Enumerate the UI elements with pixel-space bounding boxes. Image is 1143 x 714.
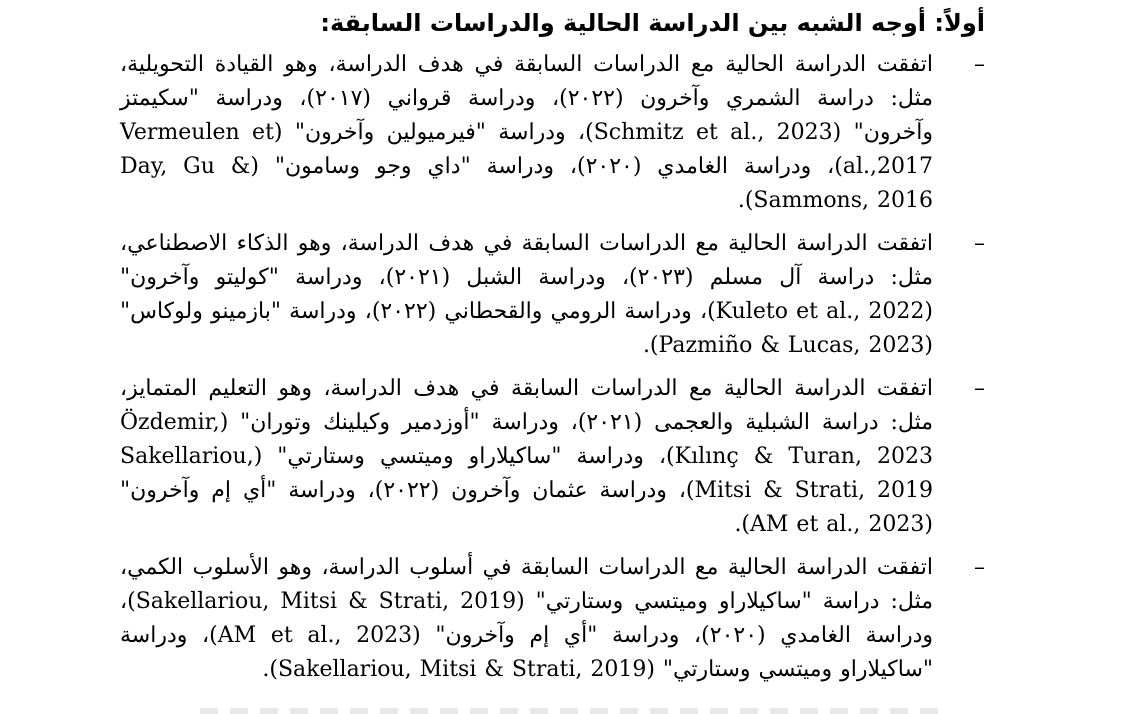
list-item [120, 48, 985, 218]
list-item-text: اتفقت الدراسة الحالية مع الدراسات السابقة في هدف الدراسة، وهو الذكاء الاصطناعي، مثل: دراسة آل مسلم (٢٠٢٣)، ودراسة الشبل (٢٠٢١)، ودراسة "كوليتو وآخرون" (Kuleto et al., 2022)، ودراسة الرومي والقحطاني (٢٠٢٢)، ودراسة "بازمينو ولوكاس" (Pazmiño & Lucas, 2023). [120, 231, 934, 358]
list-item-text: اتفقت الدراسة الحالية مع الدراسات السابقة في هدف الدراسة، وهو القيادة التحويلية، مثل: دراسة الشمري وآخرون (٢٠٢٢)، ودراسة قرواني (٢٠١٧)، ودراسة "سكيمتز وآخرون" (Schmitz et al., 2023)، ودراسة "فيرميولين وآخرون" (Vermeulen et al.,2017)، ودراسة الغامدي (٢٠٢٠)، ودراسة "داي وجو وسامون" (Day, Gu & Sammons, 2016). [120, 52, 933, 213]
bullet-dash: – [974, 52, 985, 77]
list-item-text: اتفقت الدراسة الحالية مع الدراسات السابقة في أسلوب الدراسة، وهو الأسلوب الكمي، مثل: دراسة "ساكيلاراو وميتسي وستارتي" (Sakellariou, Mitsi & Strati, 2019)، ودراسة الغامدي (٢٠٢٠)، ودراسة "أي إم وآخرون" (AM et al., 2023)، ودراسة "ساكيلاراو وميتسي وستارتي" (Sakellariou, Mitsi & Strati, 2019). [120, 555, 934, 682]
bullet-dash: – [974, 231, 985, 256]
list-item [120, 372, 985, 542]
cut-off-next-line [200, 708, 943, 714]
list-item-text: اتفقت الدراسة الحالية مع الدراسات السابقة في هدف الدراسة، وهو التعليم المتمايز، مثل: دراسة الشبلية والعجمى (٢٠٢١)، ودراسة "أوزدمير وكيلينك وتوران" (Özdemir, Kılınç & Turan, 2023)، ودراسة "ساكيلاراو وميتسي وستارتي" (Sakellariou, Mitsi & Strati, 2019)، ودراسة عثمان وآخرون (٢٠٢٢)، ودراسة "أي إم وآخرون" (AM et al., 2023). [120, 376, 933, 537]
bullet-dash: – [974, 555, 985, 580]
list-item [120, 551, 985, 687]
bullet-dash: – [974, 376, 985, 401]
section-heading: أولاً: أوجه الشبه بين الدراسة الحالية والدراسات السابقة: [320, 9, 985, 37]
list-item [120, 227, 985, 363]
